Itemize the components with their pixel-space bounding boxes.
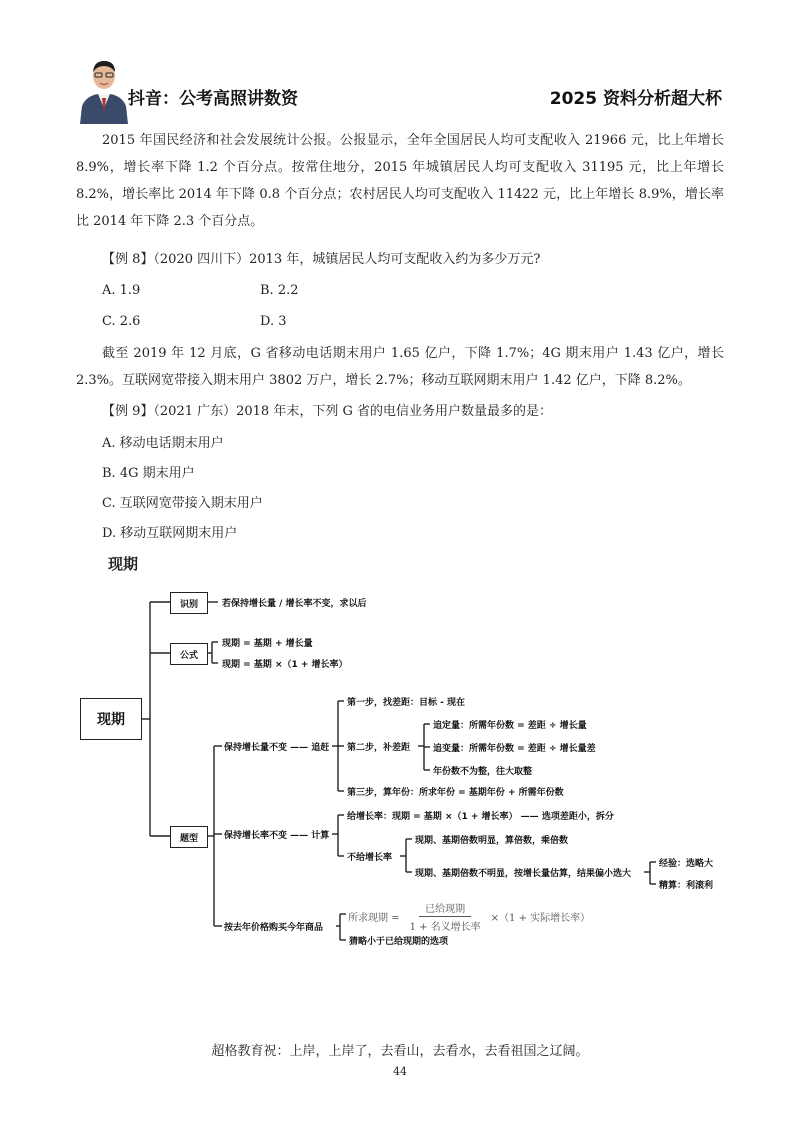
mindmap-types-box: 题型 (170, 826, 208, 848)
formula-right: ×（1 + 实际增长率） (490, 913, 591, 924)
passage-2-text: 截至 2019 年 12 月底，G 省移动电话期末用户 1.65 亿户，下降 1.7%；4G 期末用户 1.43 亿户，增长 2.3%。互联网宽带接入期末用户 3802 万户，增长 2.7%；移动互联网期末用户 1.42 亿户，下降 8.2%。 (76, 346, 724, 388)
mindmap-formula-box: 公式 (170, 643, 208, 665)
mindmap-identify-box: 识别 (170, 592, 208, 614)
formula-denominator: 1 + 名义增长率 (409, 922, 481, 933)
mindmap-guess: 猜略小于已给现期的选项 (349, 937, 449, 947)
example-9-option-d: D. 移动互联网期末用户 (102, 526, 238, 541)
mindmap-formula-2: 现期 = 基期 ×（1 + 增长率） (222, 660, 348, 670)
example-8-option-b: B. 2.2 (260, 283, 299, 298)
example-8-question: 【例 8】（2020 四川下）2013 年，城镇居民人均可支配收入约为多少万元? (102, 252, 541, 267)
mindmap-step-1: 第一步，找差距：目标 - 现在 (347, 698, 466, 708)
formula-fraction (404, 900, 487, 933)
example-9-option-c: C. 互联网宽带接入期末用户 (102, 496, 263, 511)
example-8-option-a: A. 1.9 (102, 283, 141, 298)
mindmap-non-integer: 年份数不为整，往大取整 (433, 767, 533, 777)
mindmap-given-rate: 给增长率：现期 = 基期 ×（1 + 增长率） —— 选项差距小，拆分 (347, 812, 614, 822)
passage-1-text: 2015 年国民经济和社会发展统计公报。公报显示，全年全国居民人均可支配收入 21966 元，比上年增长 8.9%，增长率下降 1.2 个百分点。按常住地分，2015 年城镇居民人均可支配收入 31195 元，比上年增长 8.2%，增长率比 2014 年下降 0.8 个百分点；农村居民人均可支配收入 11422 元，比上年增长 8.9%，增长率比 2014 年下降 2.3 个百分点。 (76, 133, 724, 229)
section-title: 现期 (108, 555, 139, 573)
mindmap-precise: 精算：利滚利 (659, 881, 714, 891)
mindmap-keep-rate: 保持增长率不变 —— 计算 (224, 831, 330, 841)
formula-left: 所求现期 = (348, 913, 400, 924)
mindmap-experience: 经验：选略大 (659, 859, 714, 869)
formula-numerator: 已给现期 (419, 900, 471, 917)
footer-slogan: 超格教育祝：上岸，上岸了，去看山，去看水，去看祖国之辽阔。 (211, 1044, 589, 1059)
mindmap-no-rate: 不给增长率 (347, 853, 393, 863)
mindmap-variable-amount: 追变量：所需年份数 = 差距 ÷ 增长量差 (433, 744, 596, 754)
mindmap-root: 现期 (80, 698, 142, 740)
mindmap-last-year-price: 按去年价格购买今年商品 (224, 923, 324, 933)
mindmap-not-obvious: 现期、基期倍数不明显，按增长量估算，结果偏小选大 (415, 869, 632, 879)
example-9-option-a: A. 移动电话期末用户 (102, 436, 224, 451)
mindmap-identify-text: 若保持增长量 / 增长率不变，求以后 (222, 599, 367, 609)
header-left-title: 抖音：公考高照讲数资 (128, 89, 298, 109)
example-9-question: 【例 9】（2021 广东）2018 年末，下列 G 省的电信业务用户数量最多的是： (102, 404, 552, 419)
mindmap-fraction-formula (348, 900, 590, 933)
example-8-option-c: C. 2.6 (102, 314, 141, 329)
mindmap-step-2: 第二步，补差距 (347, 743, 411, 753)
mindmap-formula-1: 现期 = 基期 + 增长量 (222, 639, 313, 649)
page-number: 44 (393, 1065, 407, 1078)
mindmap-keep-amount: 保持增长量不变 —— 追赶 (224, 743, 330, 753)
example-9-option-b: B. 4G 期末用户 (102, 466, 195, 481)
mindmap-step-3: 第三步，算年份：所求年份 = 基期年份 + 所需年份数 (347, 788, 564, 798)
mindmap-obvious-multiple: 现期、基期倍数明显，算倍数，乘倍数 (415, 836, 569, 846)
header-right-title: 2025 资料分析超大杯 (549, 89, 722, 109)
example-8-option-d: D. 3 (260, 314, 287, 329)
mindmap-fixed-amount: 追定量：所需年份数 = 差距 ÷ 增长量 (433, 721, 587, 731)
